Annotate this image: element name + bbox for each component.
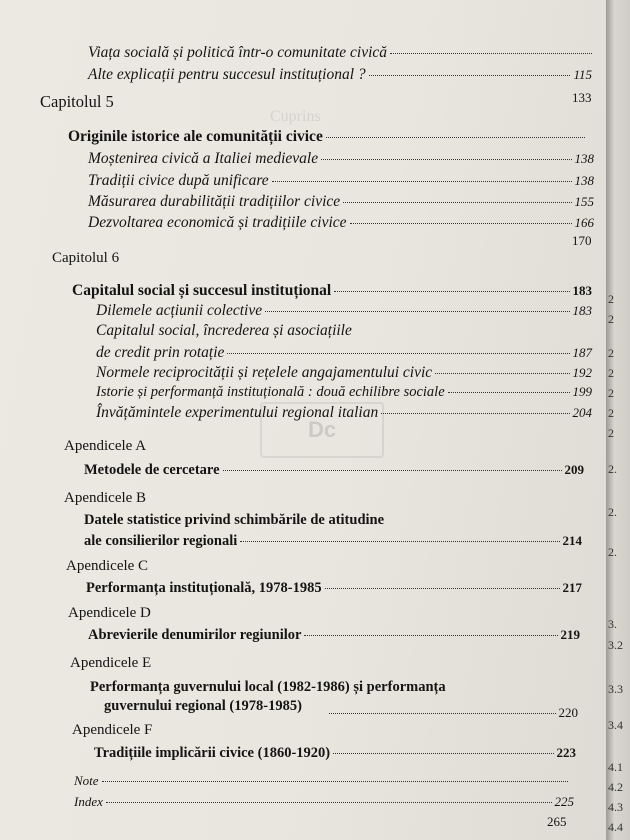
leader-dots	[326, 137, 585, 138]
leader-dots	[334, 291, 569, 292]
toc-entry-title: Index	[74, 794, 103, 809]
toc-entry-page: 138	[574, 173, 594, 188]
toc-entry-title: Învățămintele experimentului regional italian	[96, 404, 379, 421]
appendix-page: 214	[562, 533, 582, 548]
adjacent-page-fragment: 3.3	[608, 682, 623, 696]
toc-entry-title: Dilemele acțiunii colective	[96, 302, 263, 319]
toc-entry[interactable]	[74, 794, 574, 810]
leader-dots	[390, 53, 592, 54]
adjacent-page-fragment: 2.	[608, 462, 617, 476]
appendix-label: Apendicele F	[72, 722, 153, 738]
toc-entry-title: Normele reciprocității și rețelele angajamentului civic	[96, 364, 433, 381]
appendix-title[interactable]	[88, 627, 580, 644]
leader-dots	[381, 413, 569, 414]
leader-dots	[325, 588, 560, 589]
appendix-title[interactable]	[84, 462, 584, 479]
toc-entry-page: 225	[554, 794, 574, 809]
adjacent-page-fragment: 2	[608, 312, 614, 326]
toc-entry-page: 187	[572, 345, 592, 360]
leader-dots	[329, 713, 556, 714]
toc-entry-page: 155	[574, 194, 594, 209]
adjacent-page-fragment: 2.	[608, 545, 617, 559]
toc-entry[interactable]	[96, 404, 592, 422]
appendix-label: Apendicele E	[70, 655, 152, 671]
toc-entry[interactable]	[88, 172, 594, 190]
adjacent-page-fragment: 4.1	[608, 760, 623, 774]
leader-dots	[240, 541, 559, 542]
leader-dots	[227, 353, 569, 354]
appendix-page: 217	[562, 580, 582, 595]
toc-entry-page: 199	[572, 384, 592, 399]
toc-entry-title: Viața socială și politică într-o comunitate civică	[88, 44, 388, 61]
toc-entry-page: 170	[572, 233, 592, 248]
leader-dots	[435, 373, 569, 374]
appendix-label: Apendicele D	[68, 605, 151, 621]
chapter-title[interactable]	[72, 282, 592, 300]
appendix-label: Apendicele C	[66, 558, 149, 574]
toc-entry[interactable]	[96, 344, 592, 362]
chapter-title-page: 183	[572, 283, 592, 298]
appendix-page-row	[326, 705, 578, 721]
toc-entry-title: de credit prin rotație	[96, 344, 225, 361]
appendix-page: 219	[560, 627, 580, 642]
toc-entry[interactable]	[96, 364, 592, 382]
toc-entry-title[interactable]: Capitalul social, încrederea și asociațiile	[96, 322, 352, 339]
toc-entry[interactable]	[88, 44, 598, 62]
adjacent-page-fragment: 4.2	[608, 780, 623, 794]
adjacent-page-fragment: 2	[608, 386, 614, 400]
toc-entry[interactable]	[74, 773, 574, 789]
adjacent-page-fragment: 2	[608, 406, 614, 420]
toc-entry-page: 192	[572, 365, 592, 380]
leader-dots	[304, 635, 557, 636]
toc-entry-title: Note	[74, 773, 99, 788]
appendix-title[interactable]	[94, 745, 576, 762]
toc-entry[interactable]	[88, 66, 592, 84]
toc-entry-page: 204	[572, 405, 592, 420]
toc-entry-page: 166	[574, 215, 594, 230]
leader-dots	[102, 781, 568, 782]
toc-entry[interactable]	[96, 384, 592, 401]
appendix-title-text: ale consilierilor regionali	[84, 533, 238, 549]
adjacent-page-fragment: 2.	[608, 505, 617, 519]
toc-entry-page: 133	[572, 90, 592, 105]
appendix-title-text: Metodele de cercetare	[84, 462, 220, 478]
leader-dots	[265, 311, 569, 312]
appendix-title-text[interactable]: Datele statistice privind schimbările de atitudine	[84, 512, 385, 528]
appendix-page: 223	[556, 745, 576, 760]
appendix-page: 220	[558, 705, 578, 720]
show-through-text: Cuprins	[270, 108, 321, 125]
toc-entry[interactable]	[88, 150, 594, 168]
adjacent-page-fragment: 2	[608, 426, 614, 440]
leader-dots	[448, 392, 570, 393]
adjacent-page-fragment: 3.2	[608, 638, 623, 652]
adjacent-page-fragment: 3.	[608, 617, 617, 631]
appendix-title-text: Performanța instituțională, 1978-1985	[86, 580, 322, 596]
toc-entry-title: Moștenirea civică a Italiei medievale	[88, 150, 319, 167]
toc-entry-title: Alte explicații pentru succesul instituțional ?	[88, 66, 366, 83]
appendix-title-text[interactable]: guvernului regional (1978-1985)	[104, 698, 302, 714]
toc-entry[interactable]	[96, 302, 592, 320]
chapter-title[interactable]	[68, 128, 588, 146]
adjacent-page-fragment: 4.4	[608, 820, 623, 834]
adjacent-page-fragment: 2	[608, 346, 614, 360]
appendix-label: Apendicele A	[64, 438, 147, 454]
chapter-title-text: Originile istorice ale comunității civice	[68, 128, 323, 145]
adjacent-page-fragment: 2	[608, 292, 614, 306]
watermark-logo-text: Dc	[307, 417, 337, 442]
toc-entry[interactable]	[88, 214, 594, 232]
appendix-title[interactable]	[84, 533, 582, 550]
leader-dots	[343, 202, 571, 203]
toc-entry-page: 115	[573, 67, 592, 82]
leader-dots	[106, 802, 552, 803]
leader-dots	[321, 159, 571, 160]
adjacent-page-fragment: 3.4	[608, 718, 623, 732]
leader-dots	[272, 181, 572, 182]
appendix-page: 209	[564, 462, 584, 477]
chapter-title-text: Capitalul social și succesul instituțional	[72, 282, 332, 299]
appendix-label: Apendicele B	[64, 490, 147, 506]
chapter-label: Capitolul 5	[40, 92, 114, 111]
toc-entry-title: Istorie și performanță instituțională : două echilibre sociale	[96, 384, 445, 400]
appendix-title-text: Tradițiile implicării civice (1860-1920)	[94, 745, 331, 761]
toc-entry-title: Măsurarea durabilității tradițiilor civice	[88, 193, 341, 210]
appendix-title-text[interactable]: Performanța guvernului local (1982-1986) și performanța	[90, 679, 446, 695]
leader-dots	[223, 470, 562, 471]
appendix-title-text: Abrevierile denumirilor regiunilor	[88, 627, 302, 643]
leader-dots	[369, 75, 571, 76]
adjacent-page-fragment: 2	[608, 366, 614, 380]
leader-dots	[333, 753, 553, 754]
toc-entry-title: Dezvoltarea economică și tradițiile civice	[88, 214, 347, 231]
appendix-title[interactable]	[86, 580, 582, 597]
toc-entry-page: 265	[547, 814, 567, 829]
chapter-label: Capitolul 6	[52, 250, 120, 266]
toc-entry-page: 183	[572, 303, 592, 318]
toc-entry-page: 138	[574, 151, 594, 166]
toc-entry[interactable]	[88, 193, 594, 211]
toc-entry-title: Tradiții civice după unificare	[88, 172, 269, 189]
leader-dots	[350, 223, 572, 224]
adjacent-page-fragment: 4.3	[608, 800, 623, 814]
